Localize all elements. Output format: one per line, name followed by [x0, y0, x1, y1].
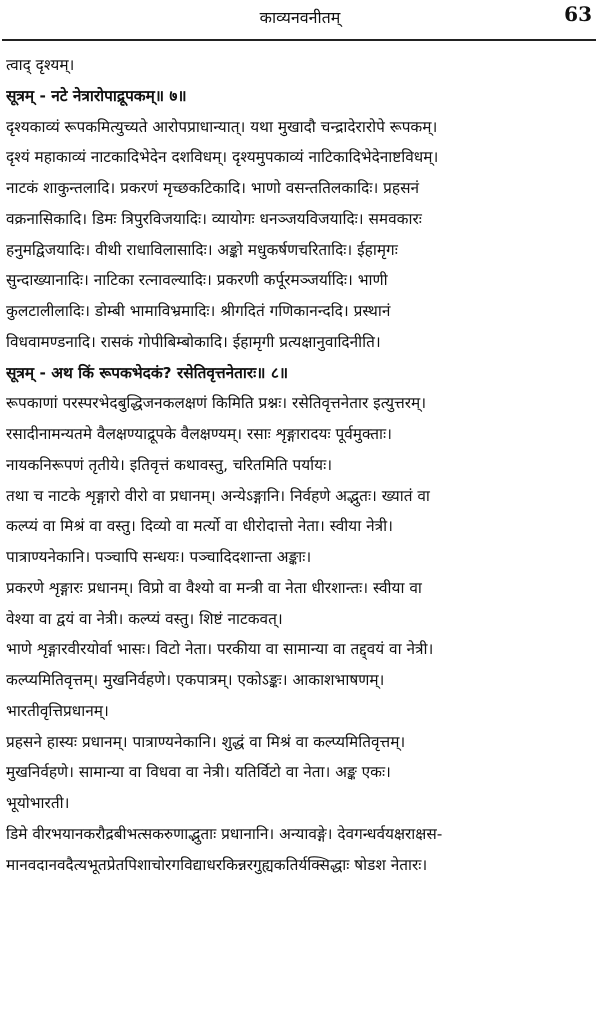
text-line: वेश्या वा द्वयं वा नेत्री। कल्प्यं वस्तु। शिष्टं नाटकवत्।	[6, 609, 283, 628]
sutra-heading: सूत्रम् - नटे नेत्रारोपाद्रूपकम्॥ ७॥	[6, 86, 187, 105]
text-line: रसादीनामन्यतमे वैलक्षण्याद्रूपके वैलक्षण्यम्। रसाः शृङ्गारादयः पूर्वमुक्ताः।	[6, 425, 392, 443]
text-line: विधवामण्डनादि। रासकं गोपीबिम्बोकादि। ईहामृगी प्रत्यक्षानुवादिनीति।	[6, 332, 381, 351]
text-line: नायकनिरूपणं तृतीये। इतिवृत्तं कथावस्तु, चरितमिति पर्यायः।	[6, 455, 333, 474]
text-line: कल्प्यमितिवृत्तम्। मुखनिर्वहणे। एकपात्रम्। एकोऽङ्कः। आकाशभाषणम्।	[6, 671, 385, 689]
text-line: मुखनिर्वहणे। सामान्या वा विधवा वा नेत्री। यतिर्विटो वा नेता। अङ्क एकः।	[6, 763, 391, 782]
text-line: तथा च नाटके शृङ्गारो वीरो वा प्रधानम्। अन्येऽङ्गानि। निर्वहणे अद्भुतः। ख्यातं वा	[6, 486, 430, 505]
text-line: मानवदानवदैत्यभूतप्रेतपिशाचोरगविद्याधरकिन्नरगुह्यकतिर्यक्सिद्धाः षोडश नेतारः।	[6, 855, 428, 874]
text-line: कुलटालीलादिः। डोम्बी भामाविभ्रमादिः। श्रीगदितं गणिकानन्ददि। प्रस्थानं	[6, 302, 391, 320]
text-line: रूपकाणां परस्परभेदबुद्धिजनकलक्षणं किमिति प्रश्नः। रसेतिवृत्तनेतार इत्युत्तरम्।	[6, 394, 427, 413]
text-line: हनुमद्विजयादिः। वीथी राधाविलासादिः। अङ्को मधुकर्षणचरितादिः। ईहामृगः	[6, 240, 398, 259]
text-line: प्रहसने हास्यः प्रधानम्। पात्राण्यनेकानि। शुद्धं वा मिश्रं वा कल्प्यमितिवृत्तम्।	[6, 732, 406, 751]
page-header	[0, 0, 600, 40]
text-line: दृश्यकाव्यं रूपकमित्युच्यते आरोपप्राधान्यात्। यथा मुखादौ चन्द्रादेरारोपे रूपकम्।	[6, 117, 438, 136]
sutra-heading: सूत्रम् - अथ किं रूपकभेदकं? रसेतिवृत्तनेतारः॥ ८॥	[6, 363, 289, 382]
page-body	[6, 50, 594, 880]
text-line: भारतीवृत्तिप्रधानम्।	[6, 701, 109, 720]
text-line: कल्प्यं वा मिश्रं वा वस्तु। दिव्यो वा मर्त्यो वा धीरोदात्तो नेता। स्वीया नेत्री।	[6, 517, 393, 536]
text-line: सुन्दाख्यानादिः। नाटिका रत्नावल्यादिः। प्रकरणी कर्पूरमञ्जर्यादिः। भाणी	[6, 271, 388, 290]
text-line: दृश्यं महाकाव्यं नाटकादिभेदेन दशविधम्। दृश्यमुपकाव्यं नाटिकादिभेदेनाष्टविधम्।	[6, 148, 439, 167]
text-line: भूयोभारती।	[6, 794, 70, 812]
text-line: वक्रनासिकादि। डिमः त्रिपुरविजयादिः। व्यायोगः धनञ्जयविजयादिः। समवकारः	[6, 209, 422, 228]
text-line: नाटकं शाकुन्तलादि। प्रकरणं मृच्छकटिकादि। भाणो वसन्ततिलकादिः। प्रहसनं	[6, 179, 420, 197]
text-line: भाणे शृङ्गारवीरयोर्वा भासः। विटो नेता। परकीया वा सामान्या वा तद्द्वयं वा नेत्री।	[6, 640, 434, 659]
header-rule	[2, 39, 596, 41]
text-line: त्वाद् दृश्यम्।	[6, 56, 75, 74]
text-line: पात्राण्यनेकानि। पञ्चापि सन्धयः। पञ्चादिदशान्ता अङ्काः।	[6, 548, 312, 566]
page-number: 63	[564, 2, 592, 26]
text-line: डिमे वीरभयानकरौद्रबीभत्सकरुणाद्भुताः प्रधानानि। अन्यावङ्गे। देवगन्धर्वयक्षराक्षस-	[6, 824, 443, 843]
running-title: काव्यनवनीतम्	[259, 8, 341, 27]
text-line: प्रकरणे शृङ्गारः प्रधानम्। विप्रो वा वैश्यो वा मन्त्री वा नेता धीरशान्तः। स्वीया वा	[6, 578, 422, 597]
